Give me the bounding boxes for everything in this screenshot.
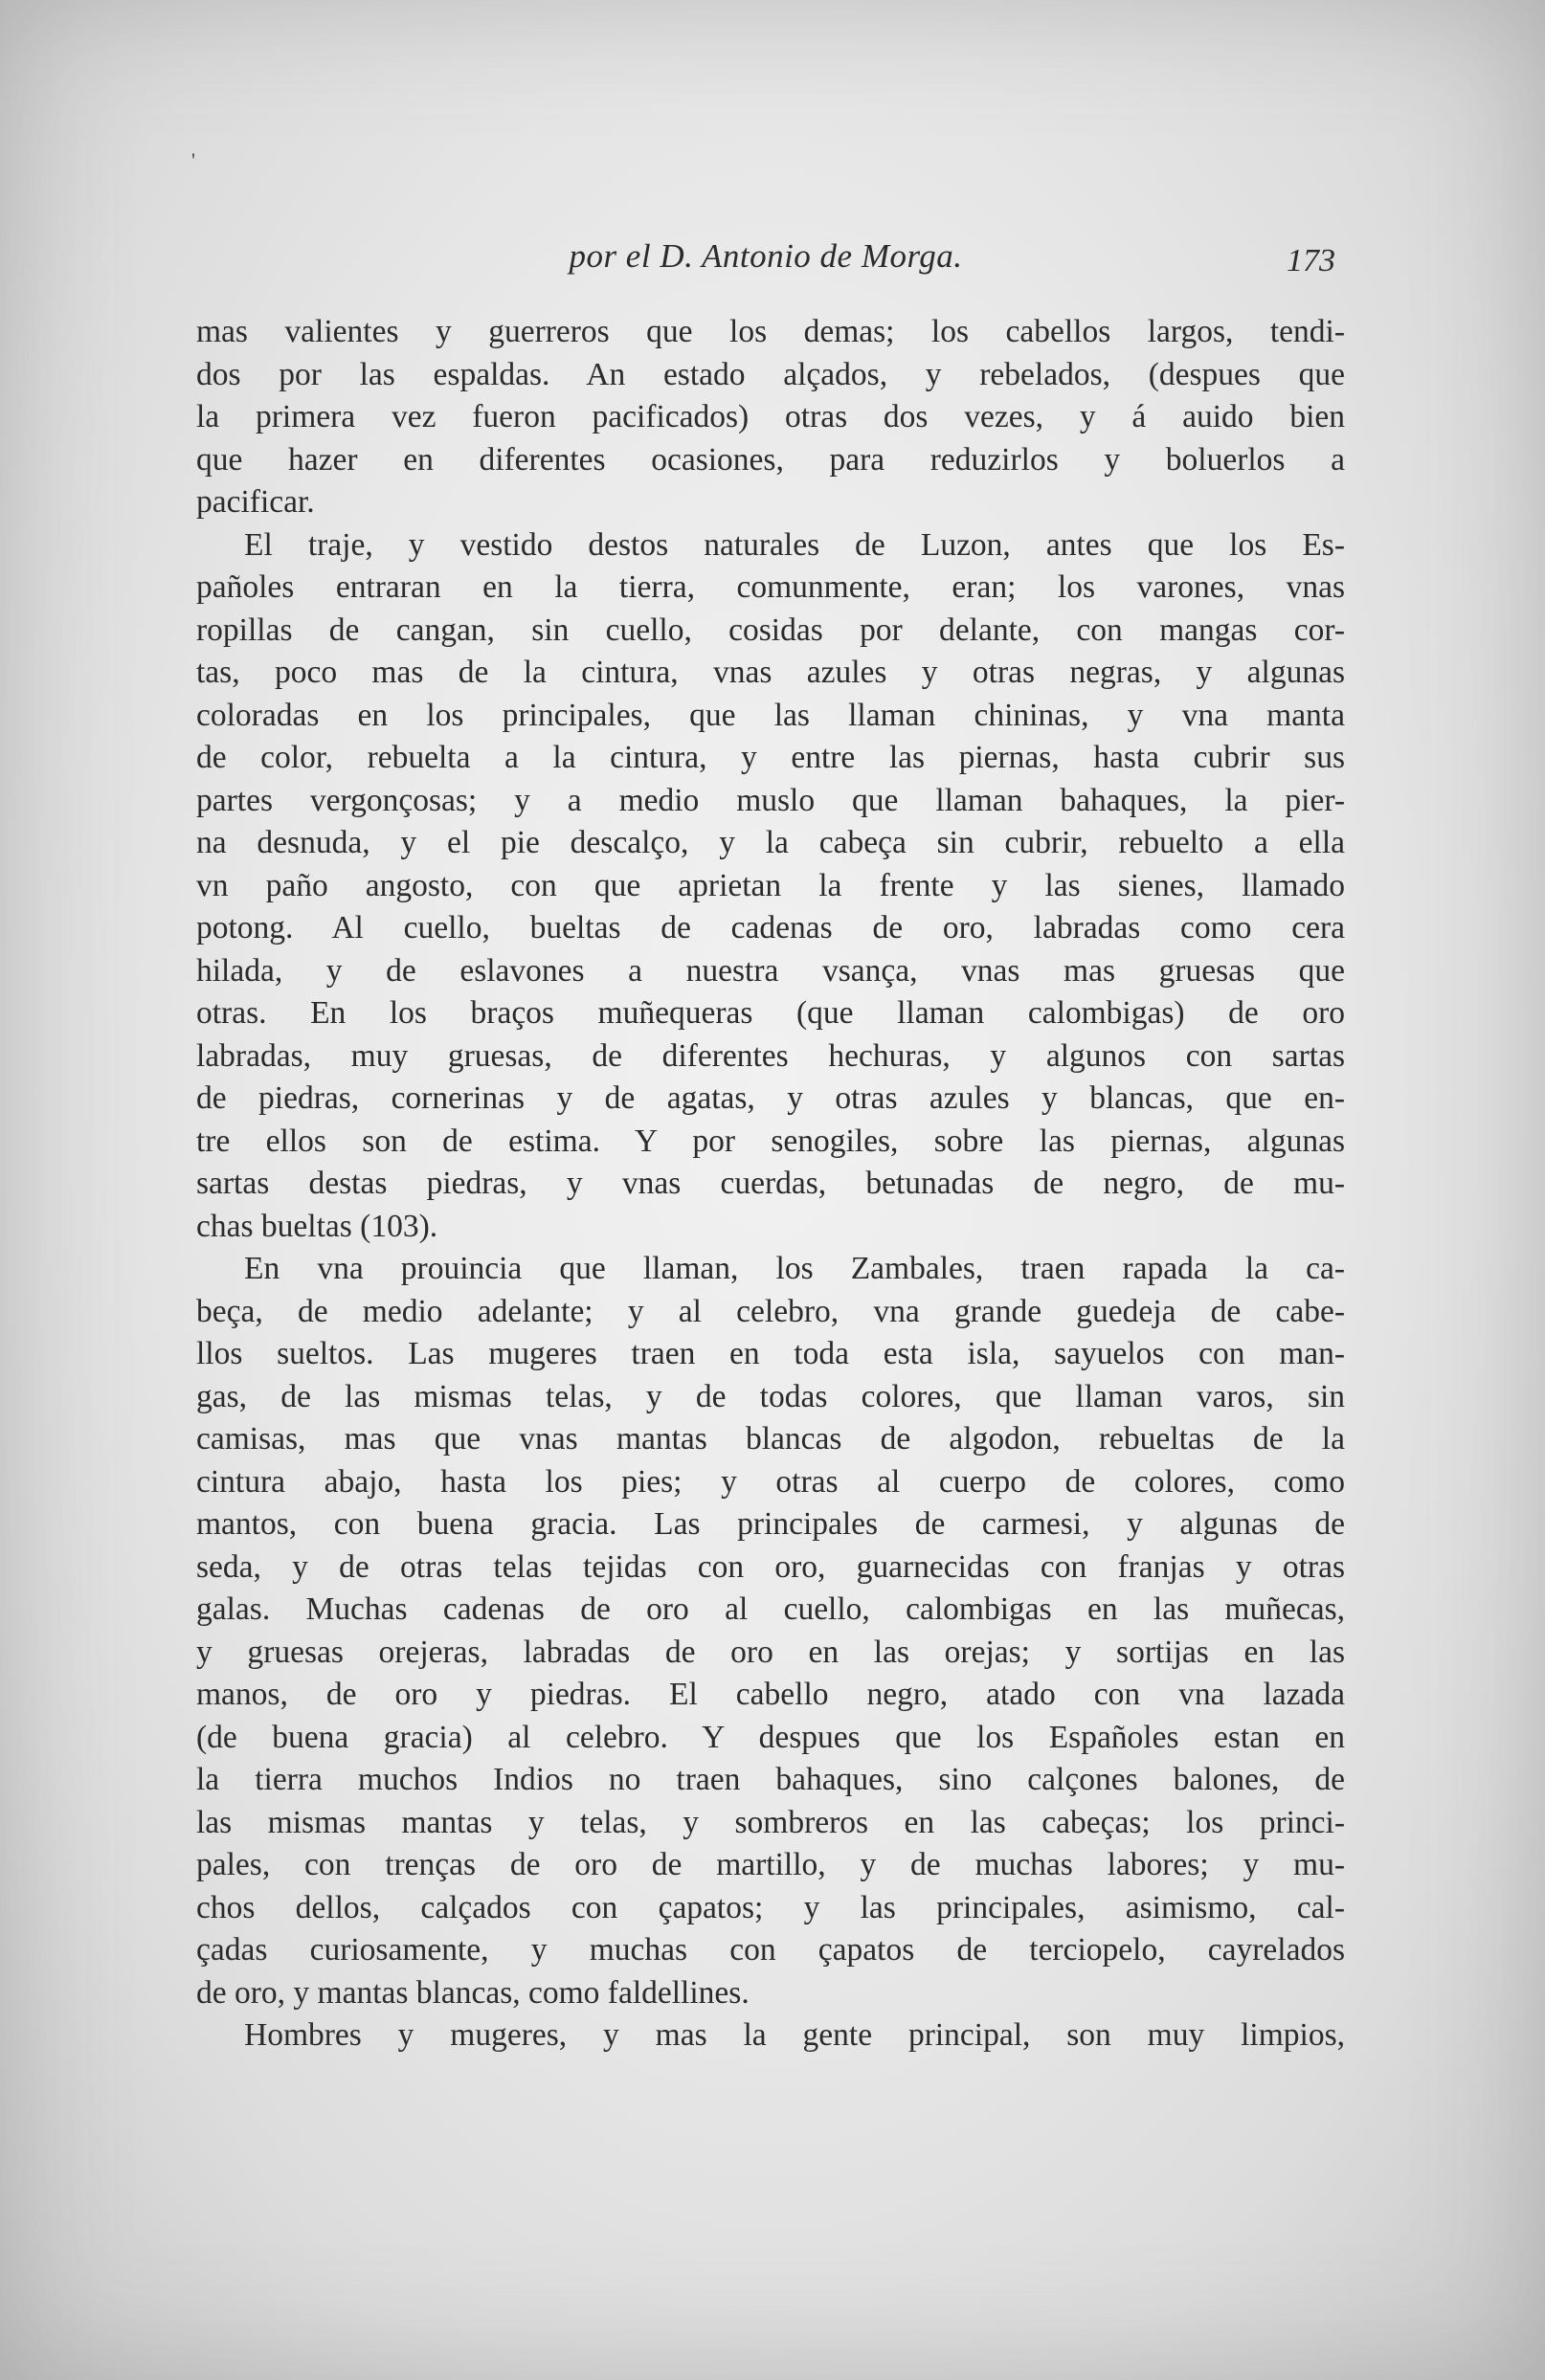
corner-mark: ' (191, 148, 195, 172)
text-line: chas bueltas (103). (196, 1208, 438, 1244)
text-line: pañoles entraran en la tierra, comunmente, eran; los varones, vnas (196, 569, 1345, 605)
text-line: labradas, muy gruesas, de diferentes hechuras, y algunos con sartas (196, 1037, 1345, 1074)
text-line: la primera vez fueron pacificados) otras dos vezes, y á auido bien (196, 399, 1345, 434)
text-line: (de buena gracia) al celebro. Y despues que los Españoles estan en (196, 1719, 1345, 1755)
text-line: pales, con trenças de oro de martillo, y de muchas labores; y mu- (196, 1847, 1345, 1882)
text-line: pacificar. (196, 484, 315, 520)
page-header (196, 237, 1335, 295)
text-line: de piedras, cornerinas y de agatas, y otras azules y blancas, que en- (196, 1080, 1345, 1116)
text-line: potong. Al cuello, bueltas de cadenas de oro, labradas como cera (196, 910, 1345, 945)
page-number: 173 (1287, 243, 1335, 278)
text-line: En vna prouincia que llaman, los Zambales, traen rapada la ca- (244, 1251, 1345, 1286)
text-line: galas. Muchas cadenas de oro al cuello, calombigas en las muñecas, (196, 1591, 1345, 1627)
text-line: partes vergonçosas; y a medio muslo que llaman bahaques, la pier- (196, 782, 1345, 818)
text-line: las mismas mantas y telas, y sombreros en las cabeças; los princi- (196, 1804, 1345, 1840)
text-line: cintura abajo, hasta los pies; y otras al cuerpo de colores, como (196, 1463, 1345, 1500)
text-line: y gruesas orejeras, labradas de oro en las orejas; y sortijas en las (196, 1634, 1345, 1670)
text-line: llos sueltos. Las mugeres traen en toda esta isla, sayuelos con man- (196, 1336, 1345, 1371)
text-line: mantos, con buena gracia. Las principales de carmesi, y algunas de (196, 1506, 1345, 1542)
text-line: coloradas en los principales, que las llaman chininas, y vna manta (196, 697, 1345, 733)
text-line: manos, de oro y piedras. El cabello negro, atado con vna lazada (196, 1677, 1345, 1712)
text-line: beça, de medio adelante; y al celebro, vna grande guedeja de cabe- (196, 1293, 1345, 1329)
text-line: çadas curiosamente, y muchas con çapatos de terciopelo, cayrelados (196, 1932, 1345, 1968)
body-text (196, 311, 1345, 2057)
text-line: vn paño angosto, con que aprietan la frente y las sienes, llamado (196, 867, 1345, 903)
text-line: de oro, y mantas blancas, como faldellines. (196, 1974, 750, 2011)
text-line: hilada, y de eslavones a nuestra vsança, vnas mas gruesas que (196, 952, 1345, 989)
text-line: tre ellos son de estima. Y por senogiles, sobre las piernas, algunas (196, 1123, 1345, 1159)
text-line: camisas, mas que vnas mantas blancas de algodon, rebueltas de la (196, 1421, 1345, 1457)
text-line: gas, de las mismas telas, y de todas colores, que llaman varos, sin (196, 1378, 1345, 1414)
text-line: otras. En los braços muñequeras (que llaman calombigas) de oro (196, 995, 1345, 1031)
text-line: que hazer en diferentes ocasiones, para reduzirlos y boluerlos a (196, 441, 1345, 478)
text-line: tas, poco mas de la cintura, vnas azules y otras negras, y algunas (196, 655, 1345, 690)
text-line: mas valientes y guerreros que los demas; los cabellos largos, tendi- (196, 314, 1345, 349)
text-line: El traje, y vestido destos naturales de Luzon, antes que los Es- (244, 526, 1345, 563)
text-line: na desnuda, y el pie descalço, y la cabeça sin cubrir, rebuelto a ella (196, 825, 1345, 860)
text-line: ropillas de cangan, sin cuello, cosidas por delante, con mangas cor- (196, 612, 1345, 648)
text-line: Hombres y mugeres, y mas la gente principal, son muy limpios, (244, 2017, 1345, 2053)
text-line: dos por las espaldas. An estado alçados, y rebelados, (despues que (196, 356, 1345, 392)
running-head: por el D. Antonio de Morga. (569, 237, 963, 275)
text-line: la tierra muchos Indios no traen bahaques, sino calçones balones, de (196, 1762, 1345, 1797)
text-line: chos dellos, calçados con çapatos; y las principales, asimismo, cal- (196, 1889, 1345, 1925)
text-line: de color, rebuelta a la cintura, y entre las piernas, hasta cubrir sus (196, 740, 1345, 775)
text-line: sartas destas piedras, y vnas cuerdas, betunadas de negro, de mu- (196, 1166, 1345, 1201)
text-line: seda, y de otras telas tejidas con oro, guarnecidas con franjas y otras (196, 1548, 1345, 1585)
